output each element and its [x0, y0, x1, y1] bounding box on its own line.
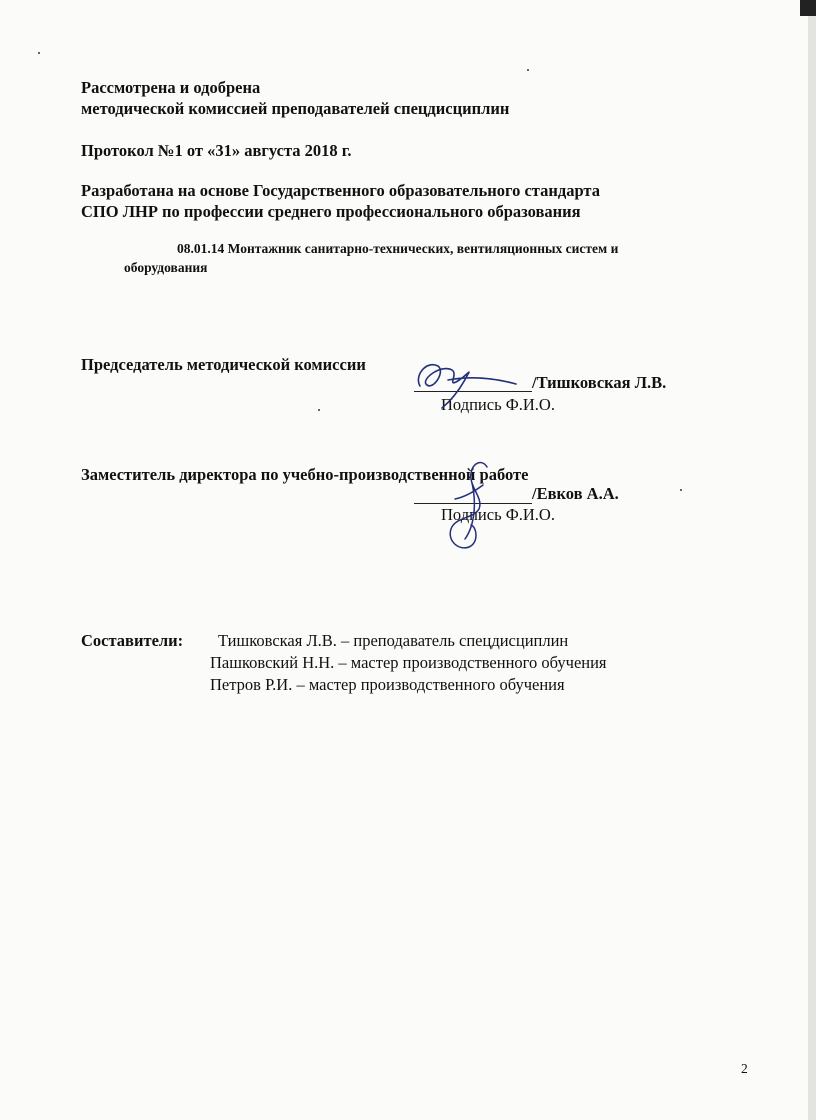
chairman-name: /Тишковская Л.В. [532, 373, 667, 392]
chairman-signature [412, 352, 522, 412]
scan-speck [318, 409, 320, 411]
deputy-name: /Евков А.А. [532, 484, 619, 503]
page-corner-shadow [800, 0, 816, 16]
scan-speck [38, 52, 40, 54]
author-item: Пашковский Н.Н. – мастер производственного обучения [210, 653, 607, 672]
page-number: 2 [741, 1061, 748, 1076]
chairman-title: Председатель методической комиссии [81, 355, 366, 374]
approval-line-1: Рассмотрена и одобрена [81, 78, 261, 97]
author-item: Петров Р.И. – мастер производственного обучения [210, 675, 565, 694]
standard-line-2: СПО ЛНР по профессии среднего профессионального образования [81, 202, 581, 221]
profession-line-2: оборудования [124, 260, 208, 275]
scan-speck [680, 489, 682, 491]
approval-line-2: методической комиссией преподавателей спецдисциплин [81, 99, 510, 118]
authors-label: Составители: [81, 631, 184, 650]
protocol-line: Протокол №1 от «31» августа 2018 г. [81, 141, 352, 160]
chairman-signature-caption: Подпись Ф.И.О. [441, 395, 555, 414]
deputy-title: Заместитель директора по учебно-производственной работе [81, 465, 529, 484]
deputy-signature-caption: Подпись Ф.И.О. [441, 505, 555, 524]
scan-speck [527, 69, 529, 71]
author-item: Тишковская Л.В. – преподаватель спецдисциплин [218, 631, 569, 650]
standard-line-1: Разработана на основе Государственного образовательного стандарта [81, 181, 600, 200]
profession-line-1: 08.01.14 Монтажник санитарно-технических, вентиляционных систем и [177, 241, 619, 256]
deputy-signature [425, 455, 515, 555]
page-edge [808, 0, 816, 1120]
